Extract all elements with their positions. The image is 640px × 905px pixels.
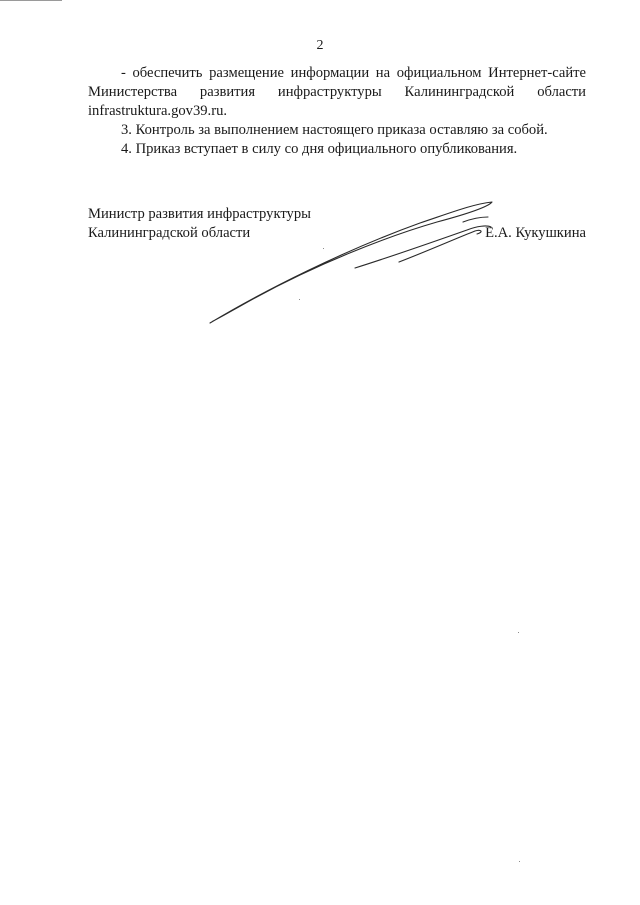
signatory-title-line-1: Министр развития инфраструктуры: [88, 206, 311, 222]
scan-speck: [299, 299, 300, 300]
paragraph-publish-line-1: - обеспечить размещение информации на официальном Интернет-сайте: [121, 65, 586, 81]
paragraph-publish-line-3: infrastruktura.gov39.ru.: [88, 103, 228, 119]
scan-speck: [519, 861, 520, 862]
paragraph-item-4: 4. Приказ вступает в силу со дня официального опубликования.: [121, 141, 518, 157]
scan-edge-mark: [0, 0, 62, 1]
handwritten-signature: [205, 195, 505, 330]
paragraph-item-3: 3. Контроль за выполнением настоящего приказа оставляю за собой.: [121, 122, 548, 138]
scan-speck: [518, 632, 519, 633]
scan-speck: [323, 248, 324, 249]
page-number: 2: [316, 38, 324, 53]
paragraph-publish-line-2: Министерства развития инфраструктуры Калининградской области: [88, 84, 586, 100]
signatory-title-line-2: Калининградской области: [88, 225, 251, 241]
document-body: [88, 64, 586, 159]
signatory-name: Е.А. Кукушкина: [485, 225, 586, 241]
